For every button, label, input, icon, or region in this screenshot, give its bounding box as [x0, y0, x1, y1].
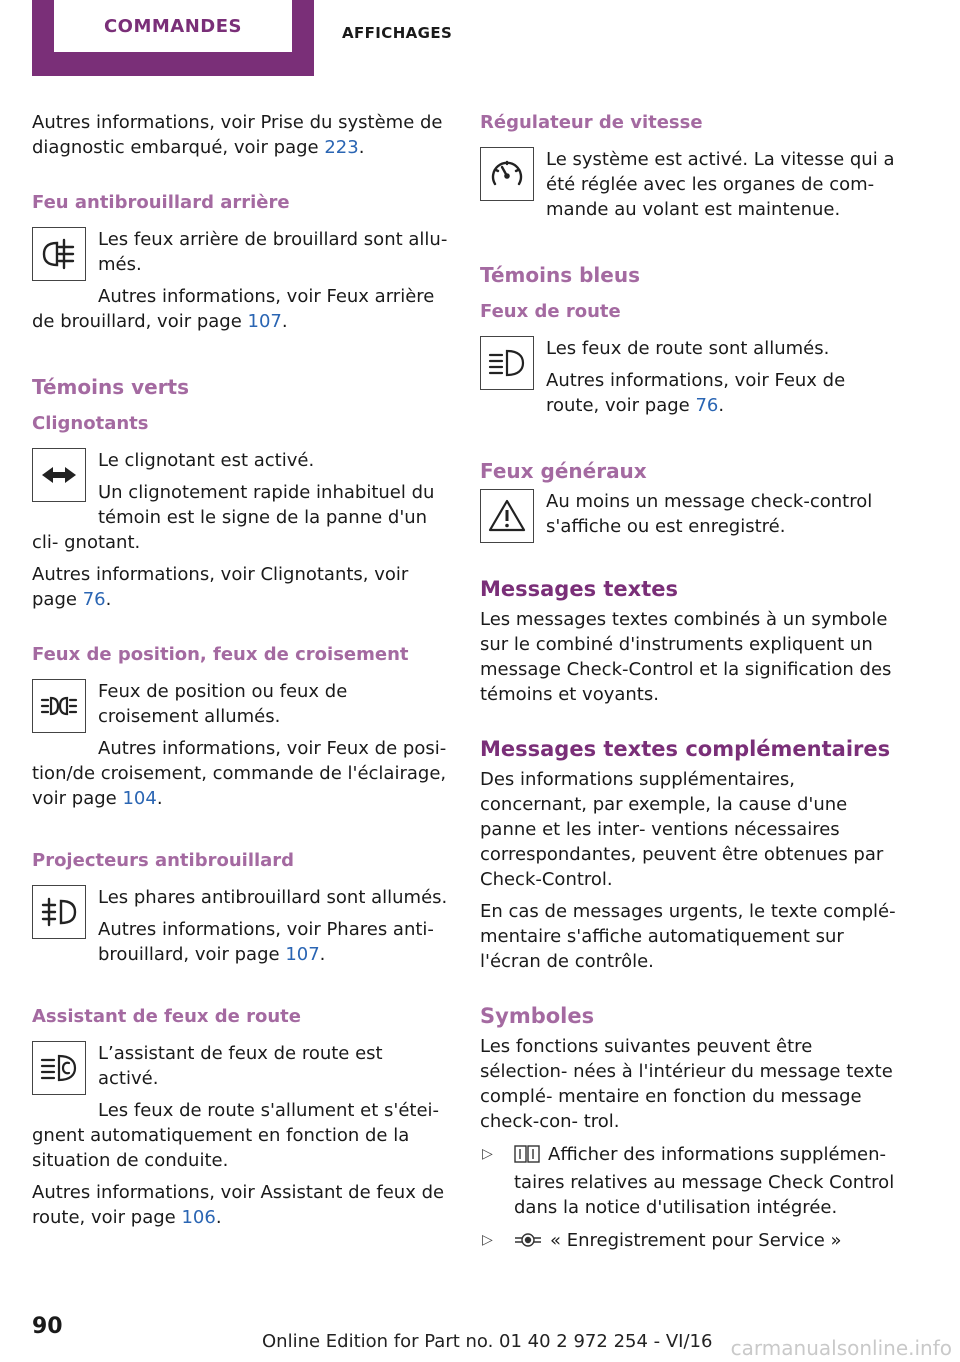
- supplementary-text-2: En cas de messages urgents, le texte complé‐ mentaire s'affiche automatiquement sur l'écran de contrôle.: [480, 901, 896, 972]
- front-fog-icon: [32, 885, 86, 939]
- tab-commandes-label: COMMANDES: [54, 0, 292, 52]
- section-title-front-fog: Projecteurs antibrouillard: [32, 850, 295, 871]
- heading-text-messages: Messages textes: [480, 577, 679, 601]
- entry-high-beam-assist: [32, 1041, 448, 1180]
- turn-text-2: Un clignotement rapide inhabituel du témoin est le signe de la panne d'un cli‐ gnotant.: [32, 482, 435, 553]
- site-watermark: carmanualsonline.info: [730, 1336, 952, 1360]
- page-link[interactable]: 104: [122, 788, 157, 809]
- mini-service-icon: [514, 1231, 542, 1256]
- turn-text-1: Le clignotant est activé.: [98, 450, 315, 471]
- section-title-rear-fog: Feu antibrouillard arrière: [32, 192, 290, 213]
- heading-symbols: Symboles: [480, 1004, 595, 1028]
- right-column: [480, 110, 896, 1263]
- bullet-text: « Enregistrement pour Service »: [550, 1230, 842, 1251]
- tab-commandes[interactable]: [32, 0, 314, 76]
- position-text: Feux de position ou feux de croisement allumés.: [98, 681, 348, 727]
- heading-supplementary-messages: Messages textes complémentaires: [480, 737, 891, 761]
- chapter-tabs: [0, 0, 960, 80]
- entry-rear-fog: [32, 227, 448, 341]
- list-item: [480, 1142, 896, 1220]
- rear-fog-text: Les feux arrière de brouillard sont allu‐ més.: [98, 229, 448, 275]
- rear-fog-icon: [32, 227, 86, 281]
- page-link[interactable]: 107: [247, 311, 282, 332]
- high-beam-assist-icon: [32, 1041, 86, 1095]
- page-link[interactable]: 106: [181, 1207, 216, 1228]
- front-fog-text: Les phares antibrouillard sont allumés.: [98, 887, 448, 908]
- edition-footer: Online Edition for Part no. 01 40 2 972 254 - VI/16: [262, 1331, 713, 1352]
- assist-text-2: Les feux de route s'allument et s'étei‐ gnent automatiquement en fonction de la situation de conduite.: [32, 1100, 440, 1171]
- section-title-high-beam-assist: Assistant de feux de route: [32, 1006, 301, 1027]
- entry-high-beam: [480, 336, 896, 425]
- general-text: Au moins un message check-control s'affiche ou est enregistré.: [546, 491, 873, 537]
- low-beam-icon: [32, 679, 86, 733]
- turn-more: Autres informations, voir Clignotants, voir page 76.: [32, 564, 409, 610]
- page-link[interactable]: 223: [324, 137, 359, 158]
- section-title-position-lights: Feux de position, feux de croisement: [32, 644, 409, 665]
- entry-position-lights: [32, 679, 448, 818]
- cruise-text: Le système est activé. La vitesse qui a été réglée avec les organes de com‐ mande au volant est maintenue.: [546, 149, 895, 220]
- rear-fog-more: Autres informations, voir Feux arrière de brouillard, voir page 107.: [32, 286, 435, 332]
- warning-triangle-icon: [480, 489, 534, 543]
- page-link[interactable]: 107: [285, 944, 320, 965]
- page-number: 90: [32, 1314, 63, 1339]
- list-item: [480, 1228, 896, 1256]
- page-link[interactable]: 76: [82, 589, 106, 610]
- left-column: [32, 110, 448, 1237]
- heading-general-lights: Feux généraux: [480, 459, 647, 483]
- assist-more: Autres informations, voir Assistant de feux de route, voir page 106.: [32, 1182, 445, 1228]
- bullet-text: Afficher des informations supplémen‐ taires relatives au message Check Control dans la notice d'utilisation intégrée.: [514, 1144, 895, 1218]
- heading-blue-indicators: Témoins bleus: [480, 263, 640, 287]
- cruise-control-icon: [480, 147, 534, 201]
- position-more: Autres informations, voir Feux de posi‐ tion/de croisement, commande de l'éclairage, voir page 104.: [32, 738, 447, 809]
- high-beam-text: Les feux de route sont allumés.: [546, 338, 830, 359]
- entry-turn-signals: [32, 448, 448, 562]
- bullet-arrow-icon: ▷: [482, 1146, 493, 1162]
- heading-green-indicators: Témoins verts: [32, 375, 190, 399]
- messages-text: Les messages textes combinés à un symbole sur le combiné d'instruments expliquent un message Check-Control et la signification des témoins et voyants.: [480, 609, 892, 705]
- section-title-cruise-control: Régulateur de vitesse: [480, 112, 703, 133]
- intro-paragraph: Autres informations, voir Prise du système de diagnostic embarqué, voir page 223.: [32, 112, 443, 158]
- tab-affichages[interactable]: AFFICHAGES: [342, 24, 453, 42]
- section-title-turn-signals: Clignotants: [32, 413, 149, 434]
- high-beam-more: Autres informations, voir Feux de route, voir page 76.: [546, 370, 846, 416]
- high-beam-icon: [480, 336, 534, 390]
- manual-book-icon: [514, 1145, 540, 1170]
- section-title-high-beam: Feux de route: [480, 301, 621, 322]
- entry-cruise-control: [480, 147, 896, 229]
- assist-text-1: L’assistant de feux de route est activé.: [98, 1043, 383, 1089]
- entry-front-fog: [32, 885, 448, 974]
- turn-signal-icon: [32, 448, 86, 502]
- supplementary-text-1: Des informations supplémentaires, concernant, par exemple, la cause d'une panne et les inter‐ ventions nécessaires correspondantes, peuvent être obtenues par Check-Control.: [480, 769, 884, 890]
- front-fog-more: Autres informations, voir Phares anti‐ brouillard, voir page 107.: [98, 919, 434, 965]
- bullet-arrow-icon: ▷: [482, 1232, 493, 1248]
- page-link[interactable]: 76: [695, 395, 719, 416]
- symbols-text: Les fonctions suivantes peuvent être sélection‐ nées à l'intérieur du message texte complé‐ mentaire en fonction du message check-con‐ trol.: [480, 1036, 893, 1132]
- entry-general-lights: [480, 489, 896, 547]
